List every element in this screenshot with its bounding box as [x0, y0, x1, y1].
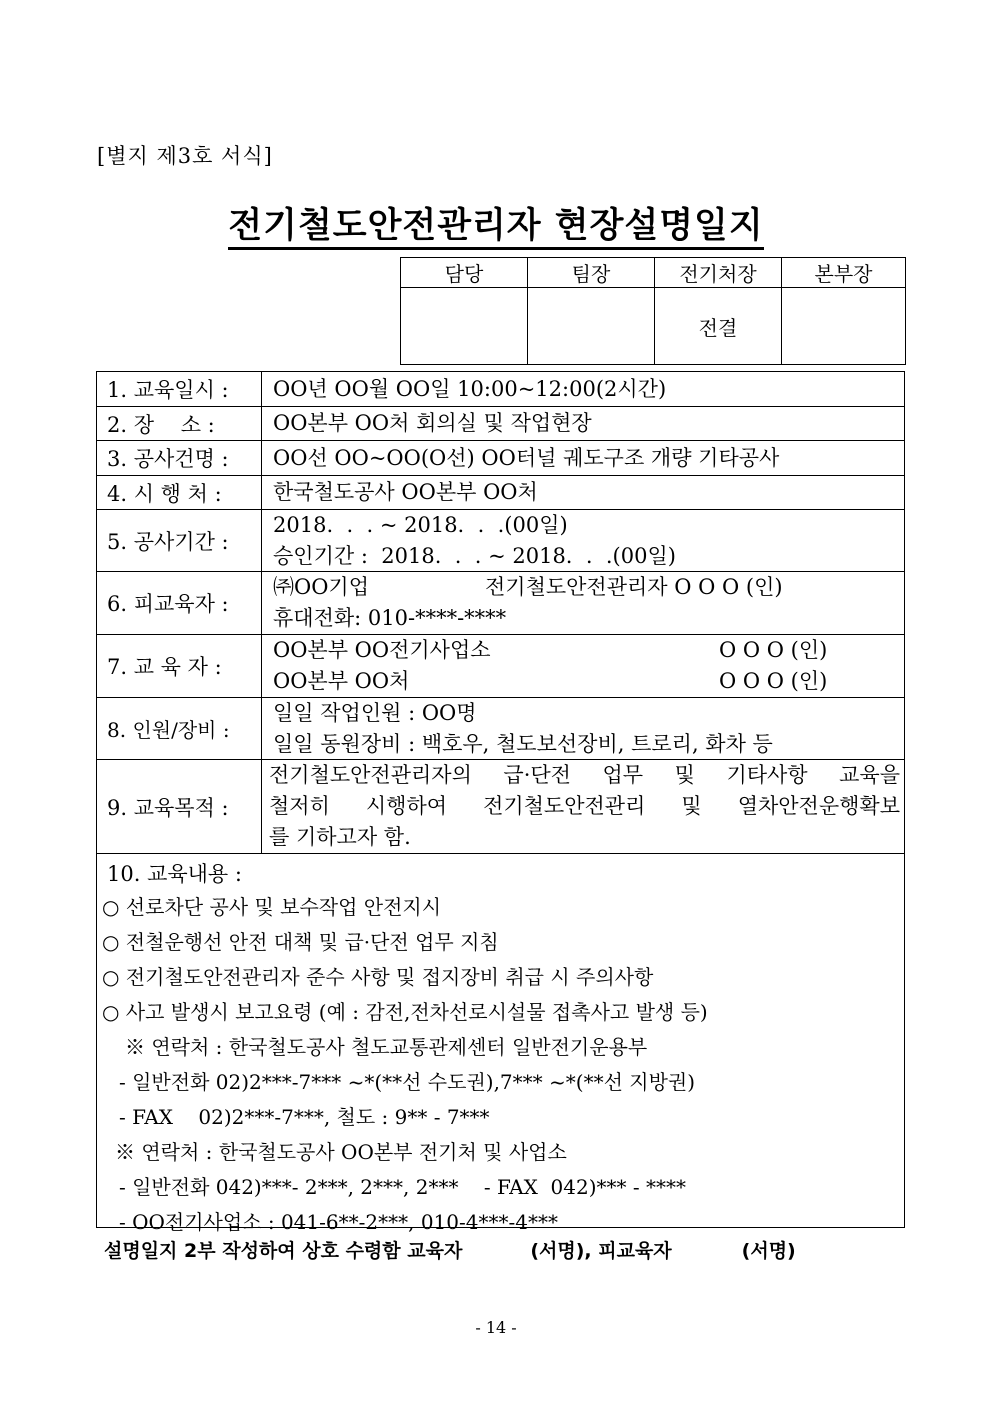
value-education-purpose	[263, 760, 904, 853]
trainee-phone: 휴대전화: 010-****-****	[273, 606, 507, 630]
instructor-2-office: OO본부 OO처	[273, 669, 410, 693]
label-executing-office: 4. 시 행 처 :	[97, 476, 262, 509]
trainee-company-line	[273, 572, 904, 603]
row-personnel-equipment	[97, 698, 904, 760]
trainee-company: ㈜OO기업	[273, 575, 370, 599]
value-personnel-equipment	[263, 698, 904, 759]
executing-office-text: 한국철도공사 OO본부 OO처	[273, 480, 538, 504]
purpose-line-2: 철저히 시행하여 전기철도안전관리 및 열차안전운행확보	[269, 794, 900, 818]
row-education-datetime	[97, 372, 904, 407]
contact-control-fax: - FAX 02)2***-7***, 철도 : 9** - 7***	[119, 1105, 490, 1129]
location-text: OO본부 OO처 회의실 및 작업현장	[273, 411, 592, 435]
row-project-name	[97, 441, 904, 476]
content-item-manager-rules: ○ 전기철도안전관리자 준수 사항 및 접지장비 취급 시 주의사항	[102, 965, 654, 989]
approval-sign-team-lead[interactable]	[528, 288, 655, 365]
label-project-name: 3. 공사건명 :	[97, 441, 262, 475]
label-education-datetime: 1. 교육일시 :	[97, 372, 262, 406]
document-title-text: 전기철도안전관리자 현장설명일지	[228, 206, 763, 250]
daily-equipment: 일일 동원장비 : 백호우, 철도보선장비, 트로리, 화차 등	[273, 731, 773, 756]
approval-header-electric-director: 전기처장	[655, 258, 782, 288]
form-label: [별지 제3호 서식]	[97, 144, 273, 168]
footer-sign-text: (서명)	[741, 1240, 796, 1262]
education-datetime-text: OO년 OO월 OO일 10:00~12:00(2시간)	[273, 376, 667, 401]
value-trainee	[263, 572, 904, 634]
contact-headquarters: ※ 연락처 : 한국철도공사 OO본부 전기처 및 사업소	[115, 1140, 567, 1164]
instructor-line-1	[273, 635, 904, 666]
daily-personnel: 일일 작업인원 : OO명	[273, 700, 477, 725]
value-education-datetime	[263, 372, 904, 406]
label-personnel-equipment: 8. 인원/장비 :	[97, 698, 262, 759]
contact-headquarters-phone-fax: - 일반전화 042)***- 2***, 2***, 2*** - FAX 042)*** - ****	[119, 1175, 686, 1199]
instructor-1-office: OO본부 OO전기사업소	[273, 638, 491, 662]
row-location	[97, 407, 904, 441]
value-executing-office	[263, 476, 904, 509]
page-number: - 14 -	[475, 1318, 517, 1337]
value-location	[263, 407, 904, 440]
content-item-electrified-line: ○ 전철운행선 안전 대책 및 급·단전 업무 지침	[102, 930, 499, 954]
approval-period-text: 승인기간 : 2018. . . ~ 2018. . .(00일)	[273, 543, 676, 568]
content-item-accident-report: ○ 사고 발생시 보고요령 (예 : 감전,전차선로시설물 접촉사고 발생 등)	[102, 1000, 708, 1024]
value-instructor	[263, 635, 904, 697]
approval-sign-electric-director[interactable]: 전결	[655, 288, 782, 365]
approval-header-headquarters-head: 본부장	[782, 258, 906, 288]
approval-header-team-lead: 팀장	[528, 258, 655, 288]
approval-sign-headquarters-head[interactable]	[782, 288, 906, 365]
contact-control-center: ※ 연락처 : 한국철도공사 철도교통관제센터 일반전기운용부	[125, 1035, 648, 1059]
contact-electric-office: - OO전기사업소 : 041-6**-2***, 010-4***-4***	[119, 1210, 558, 1234]
approval-header-staff: 담당	[401, 258, 528, 288]
label-education-purpose: 9. 교육목적 :	[97, 760, 262, 853]
label-construction-period: 5. 공사기간 :	[97, 510, 262, 571]
label-trainee: 6. 피교육자 :	[97, 572, 262, 634]
footer-text: 설명일지 2부 작성하여 상호 수령함 교육자	[104, 1240, 463, 1262]
form-table	[96, 371, 905, 1234]
project-name-text: OO선 OO~OO(O선) OO터널 궤도구조 개량 기타공사	[273, 445, 780, 470]
approval-table	[400, 257, 906, 365]
row-education-purpose	[97, 760, 904, 854]
row-trainee	[97, 572, 904, 635]
footer-signature-line	[104, 1236, 796, 1263]
content-item-line-closure: ○ 선로차단 공사 및 보수작업 안전지시	[102, 895, 442, 919]
row-construction-period	[97, 510, 904, 572]
purpose-line-1: 전기철도안전관리자의 급·단전 업무 및 기타사항 교육을	[269, 763, 900, 787]
trainee-role-name: 전기철도안전관리자 O O O (인)	[485, 575, 783, 599]
footer-trainee-text: (서명), 피교육자	[530, 1240, 672, 1262]
label-location: 2. 장 소 :	[97, 407, 262, 440]
purpose-line-3: 를 기하고자 함.	[269, 825, 411, 849]
instructor-1-name: O O O (인)	[719, 638, 828, 662]
value-construction-period	[263, 510, 904, 571]
contact-control-phone: - 일반전화 02)2***-7*** ~*(**선 수도권),7*** ~*(**선 지방권)	[119, 1070, 696, 1094]
row-instructor	[97, 635, 904, 698]
education-content-heading: 10. 교육내용 :	[107, 862, 242, 886]
construction-period-text: 2018. . . ~ 2018. . .(00일)	[273, 512, 568, 537]
instructor-line-2	[273, 666, 904, 697]
label-instructor: 7. 교 육 자 :	[97, 635, 262, 697]
approval-sign-staff[interactable]	[401, 288, 528, 365]
document-title	[0, 198, 992, 248]
row-executing-office	[97, 476, 904, 510]
instructor-2-name: O O O (인)	[719, 669, 828, 693]
value-project-name	[263, 441, 904, 475]
